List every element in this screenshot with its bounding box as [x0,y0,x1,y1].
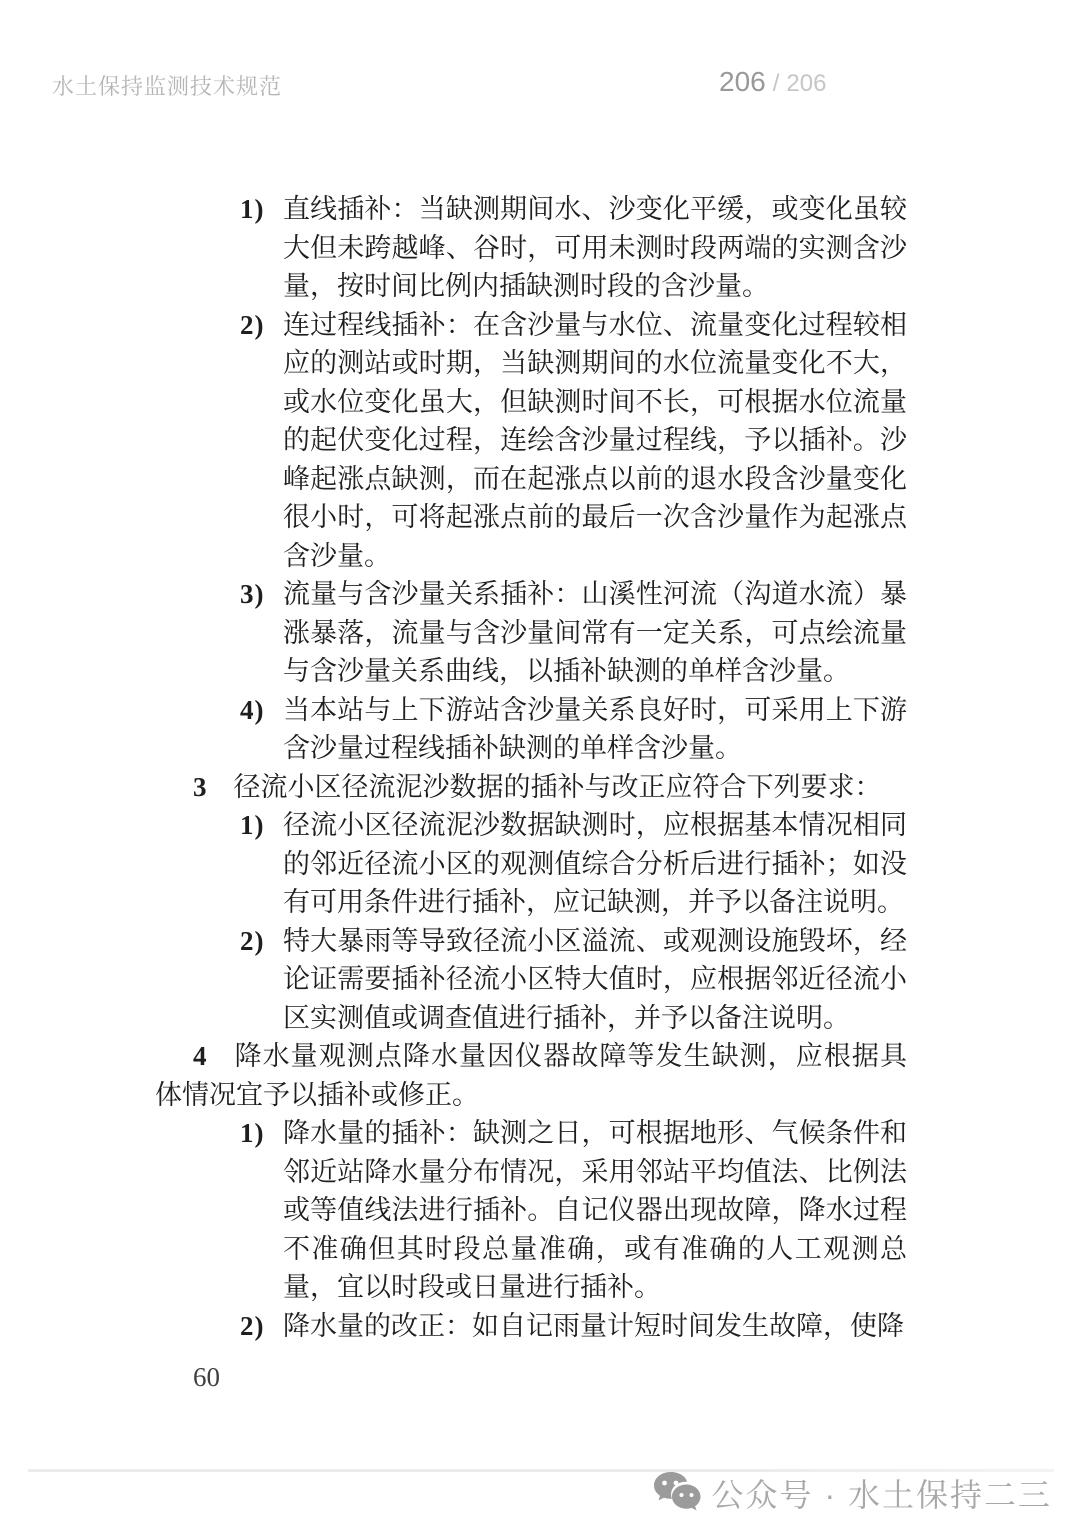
item-text: 直线插补：当缺测期间水、沙变化平缓，或变化虽较大但未跨越峰、谷时，可用未测时段两端的实测含沙量，按时间比例内插缺测时段的含沙量。 [283,194,907,301]
section-item [155,768,907,807]
item-label: 2) [240,925,265,956]
wechat-icon [652,1471,702,1515]
item-text: 降水量的插补：缺测之日，可根据地形、气候条件和邻近站降水量分布情况，采用邻站平均值法、比例法或等值线法进行插补。自记仪器出现故障，降水过程不准确但其时段总量准确，或有准确的人工观测总量，宜以时段或日量进行插补。 [283,1118,907,1302]
list-item [155,190,907,306]
printed-page-number: 60 [193,1362,220,1392]
current-page: 206 [719,66,766,97]
total-pages: 206 [786,70,827,97]
item-text: 降水量观测点降水量因仪器故障等发生缺测，应根据具体情况宜予以插补或修正。 [155,1041,907,1110]
list-item [155,691,907,768]
item-text: 连过程线插补：在含沙量与水位、流量变化过程较相应的测站或时期，当缺测期间的水位流量变化不大，或水位变化虽大，但缺测时间不长，可根据水位流量的起伏变化过程，连绘含沙量过程线，予以插补。沙峰起涨点缺测，而在起涨点以前的退水段含沙量变化很小时，可将起涨点前的最后一次含沙量作为起涨点含沙量。 [283,309,907,571]
footer-watermark [652,1470,1052,1516]
item-label: 3 [193,771,207,802]
list-item [155,806,907,922]
list-item [155,922,907,1038]
item-label: 1) [240,1118,265,1148]
item-text: 径流小区径流泥沙数据的插补与改正应符合下列要求： [233,771,882,802]
item-label: 3) [240,579,265,609]
list-item [155,1307,907,1346]
item-label: 4) [240,694,265,725]
section-item [155,1037,907,1114]
item-label: 1) [240,810,265,840]
item-text: 径流小区径流泥沙数据缺测时，应根据基本情况相同的邻近径流小区的观测值综合分析后进行插补；如没有可用条件进行插补，应记缺测，并予以备注说明。 [283,810,907,917]
list-item [155,306,907,576]
item-label: 4 [193,1041,207,1071]
document-title: 水土保持监测技术规范 [52,74,283,99]
page-separator: / [772,70,780,97]
footer-watermark-label: 公众号 · 水土保持二三 [711,1477,1052,1513]
item-label: 2) [240,1310,265,1341]
list-item [155,575,907,691]
item-text: 流量与含沙量关系插补：山溪性河流（沟道水流）暴涨暴落，流量与含沙量间常有一定关系，可点绘流量与含沙量关系曲线，以插补缺测的单样含沙量。 [283,579,907,686]
item-label: 2) [240,309,265,340]
page-indicator [719,66,826,98]
document-body [155,190,907,1345]
item-label: 1) [240,194,265,224]
item-text: 当本站与上下游站含沙量关系良好时，可采用上下游含沙量过程线插补缺测的单样含沙量。 [283,694,907,763]
item-text: 降水量的改正：如自记雨量计短时间发生故障，使降 [283,1310,904,1341]
item-text: 特大暴雨等导致径流小区溢流、或观测设施毁坏，经论证需要插补径流小区特大值时，应根据邻近径流小区实测值或调查值进行插补，并予以备注说明。 [283,925,907,1033]
list-item [155,1114,907,1307]
